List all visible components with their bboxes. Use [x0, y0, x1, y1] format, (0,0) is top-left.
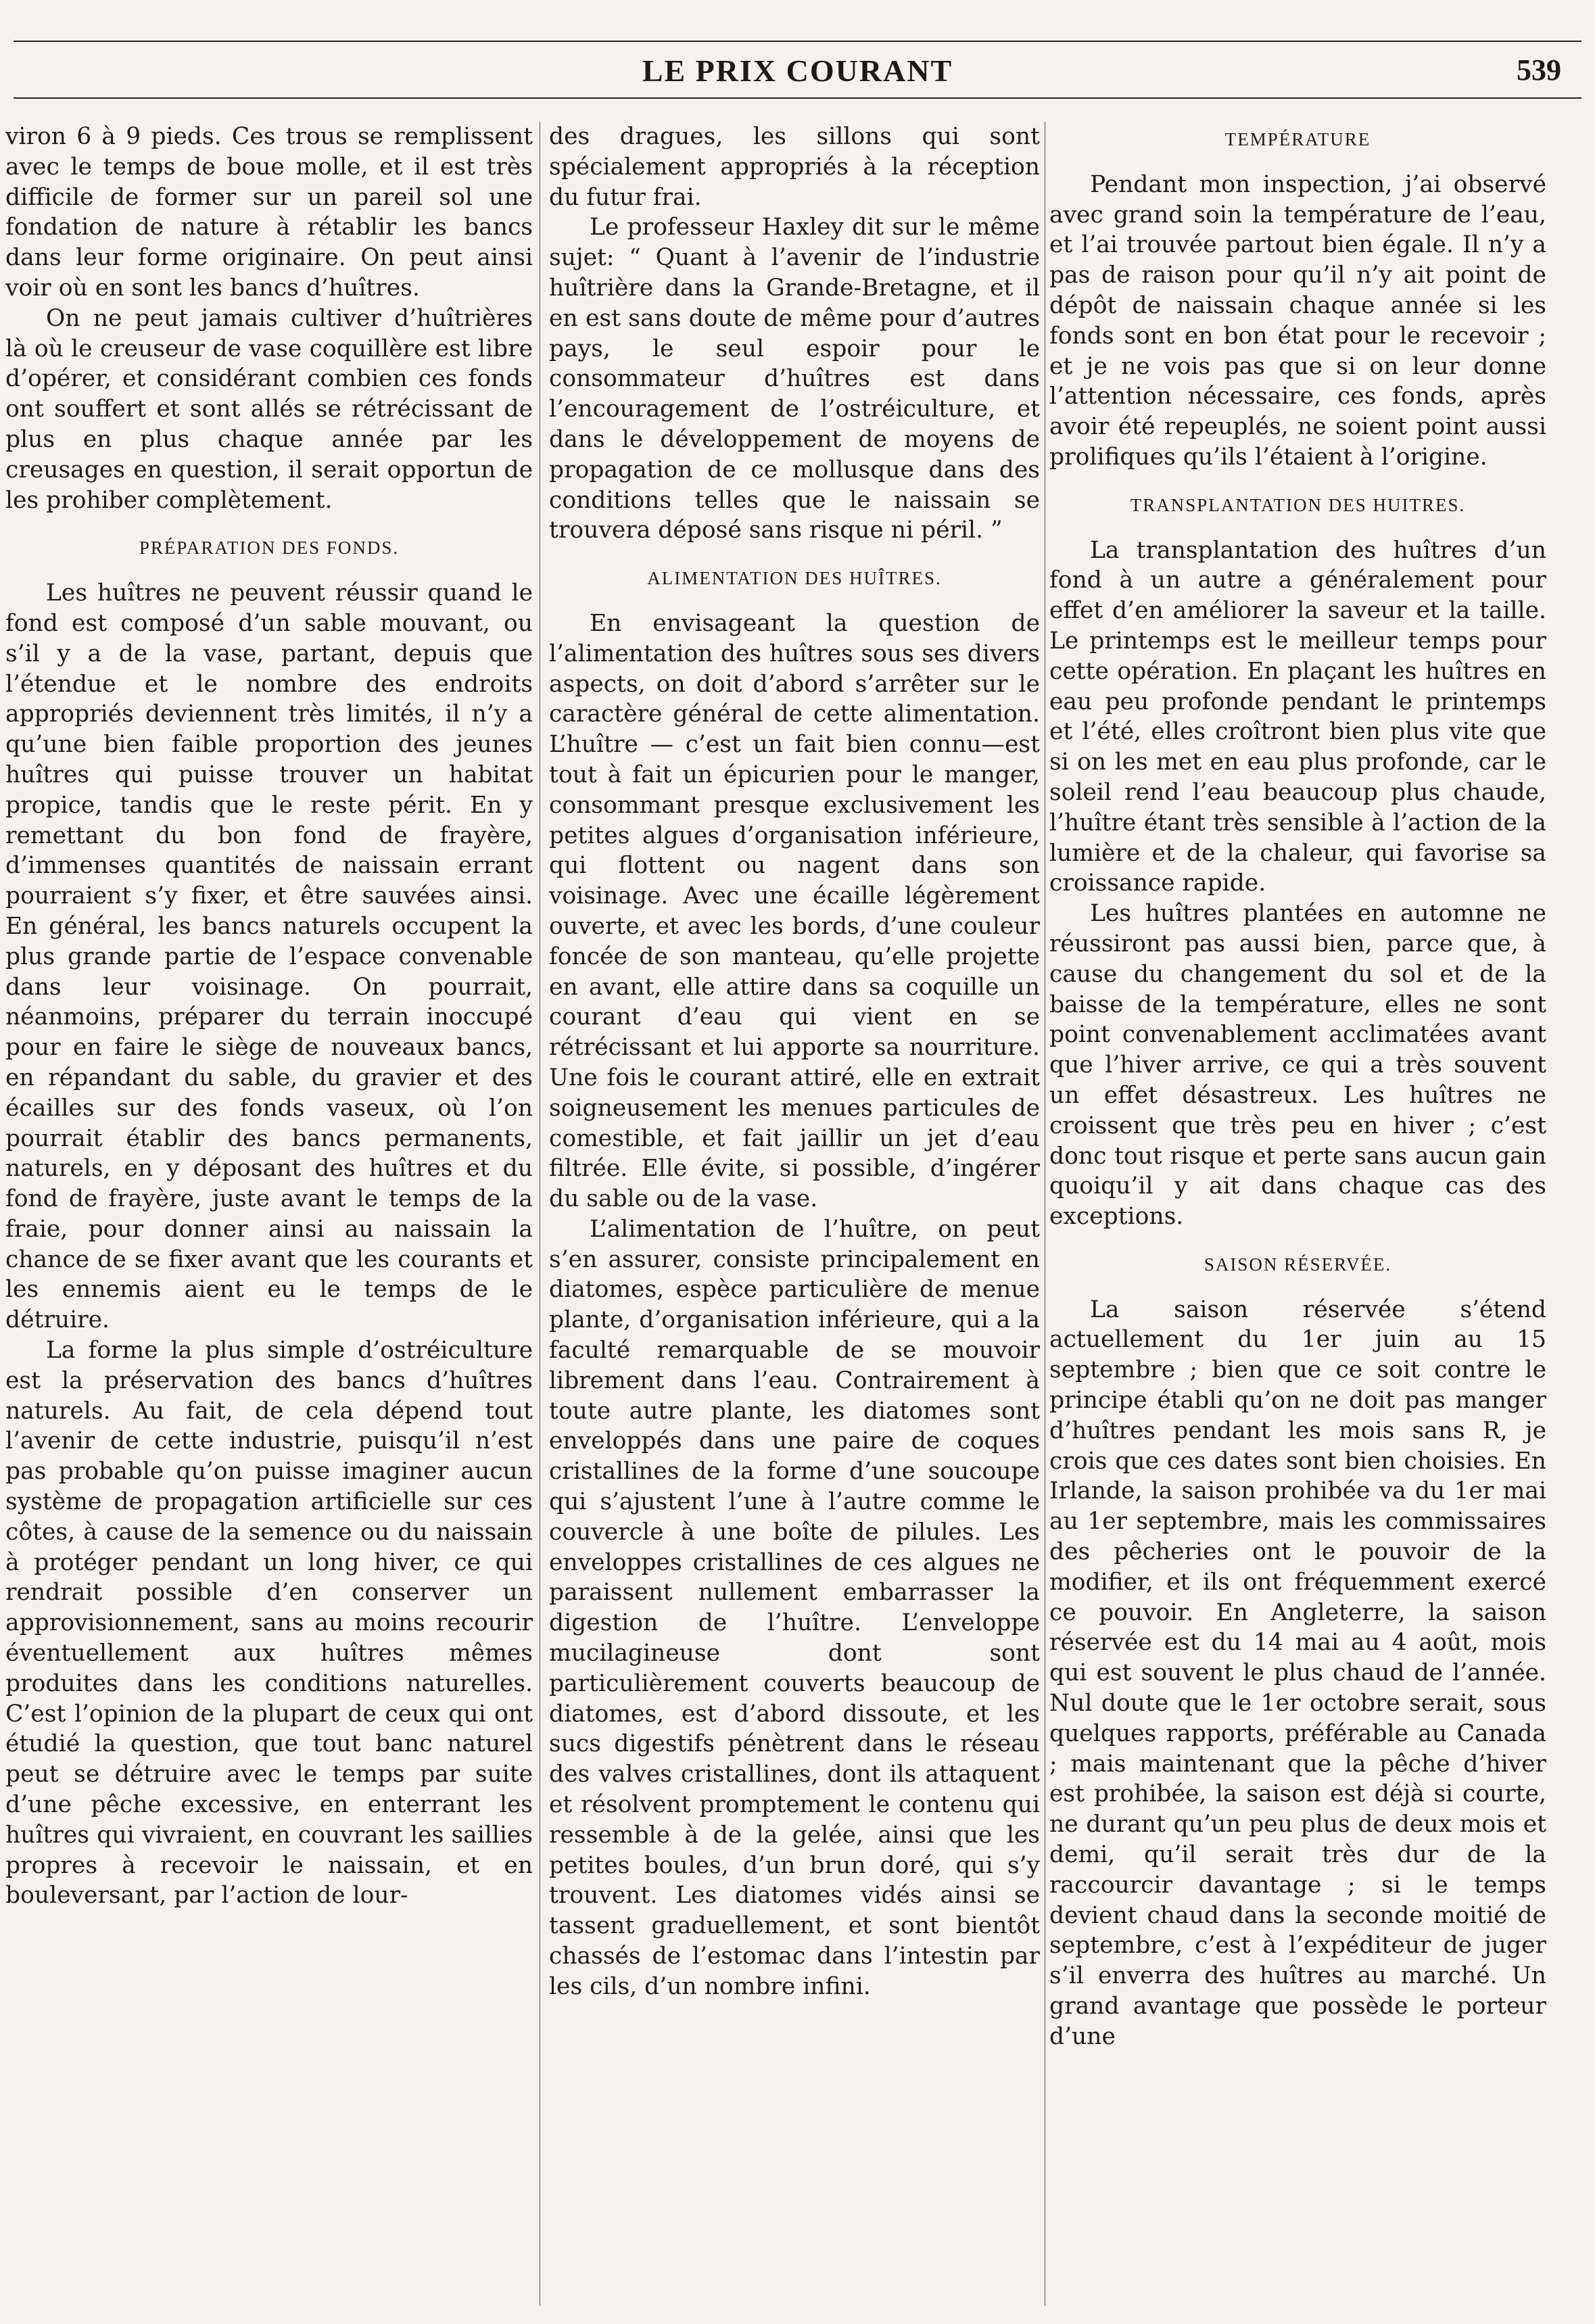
header-bottom-rule [14, 97, 1581, 99]
column-2 [549, 122, 1040, 2306]
header-top-rule [14, 41, 1581, 42]
page-title: LE PRIX COURANT [642, 53, 953, 88]
paragraph: viron 6 à 9 pieds. Ces trous se remplissent avec le temps de boue molle, et il est très difficile de former sur un pareil sol une fondation de nature à rétablir les bancs dans leur forme originaire. On peut ainsi voir où en sont les bancs d’huîtres. [5, 123, 533, 302]
page-header [14, 41, 1581, 101]
paragraph: Pendant mon inspection, j’ai observé avec grand soin la température de l’eau, et l’ai trouvée partout bien égale. Il n’y a pas de raison pour qu’il n’y ait point de dépôt de naissain chaque année si les fonds sont en bon état pour le recevoir ; et je ne vois pas que si on leur donne l’attention nécessaire, ces fonds, après avoir été repeuplés, ne soient point aussi prolifiques qu’ils l’étaient à l’origine. [1049, 170, 1546, 471]
paragraph: La forme la plus simple d’ostréiculture est la préservation des bancs d’huîtres naturels. Au fait, de cela dépend tout l’avenir de cette industrie, puisqu’il n’est pas probable qu’on puisse imaginer aucun système de propagation artificielle sur ces côtes, à cause de la semence ou du naissain à protéger pendant un long hiver, ce qui rendrait possible d’en conserver un approvisionnement, sans au moins recourir éventuellement aux huîtres mêmes produites dans les conditions naturelles. C’est l’opinion de la plupart de ceux qui ont étudié la question, que tout banc naturel peut se détruire avec le temps par suite d’une pêche excessive, en enterrant les huîtres qui vivraient, en couvrant les saillies propres à recevoir le naissain, et en bouleversant, par l’action de lour- [5, 1337, 533, 1910]
paragraph: des dragues, les sillons qui sont spécialement appropriés à la réception du futur frai. [549, 123, 1040, 211]
paragraph: Le professeur Haxley dit sur le même sujet: “ Quant à l’avenir de l’industrie huîtrière dans la Grande-Bretagne, et il en est sans doute de même pour d’autres pays, le seul espoir pour le consommateur d’huîtres est dans l’encouragement de l’ostréiculture, et dans le développement de moyens de propagation de ce mollusque dans des conditions telles que le naissain se trouvera déposé sans risque ni péril. ” [549, 214, 1040, 544]
column-3 [1049, 122, 1546, 2306]
page-number: 539 [1517, 53, 1561, 87]
paragraph: La transplantation des huîtres d’un fond à un autre a généralement pour effet d’en améliorer la saveur et la taille. Le printemps est le meilleur temps pour cette opération. En plaçant les huîtres en eau peu profonde pendant le printemps et l’été, elles croîtront bien plus vite que si on les met en eau plus profonde, car le soleil rend l’eau beaucoup plus chaude, l’huître étant très sensible à l’action de la lumière et de la chaleur, qui favorise sa croissance rapide. [1049, 536, 1546, 897]
section-heading: PRÉPARATION DES FONDS. [139, 538, 400, 559]
paragraph: La saison réservée s’étend actuellement du 1er juin au 15 septembre ; bien que ce soit contre le principe établi qu’on ne doit pas manger d’huîtres pendant les mois sans R, je crois que ces dates sont bien choisies. En Irlande, la saison prohibée va du 1er mai au 1er septembre, mais les commissaires des pêcheries ont le pouvoir de la modifier, et ils ont fréquemment exercé ce pouvoir. En Angleterre, la saison réservée est du 14 mai au 4 août, mois qui est souvent le plus chaud de l’année. Nul doute que le 1er octobre serait, sous quelques rapports, préférable au Canada ; mais maintenant que la pêche d’hiver est prohibée, la saison est déjà si courte, ne durant qu’un peu plus de deux mois et demi, qu’il serait très dur de la raccourcir davantage ; si le temps devient chaud dans la seconde moitié de septembre, c’est à l’expéditeur de juger s’il enverra des huîtres au marché. Un grand avantage que possède le porteur d’une [1049, 1296, 1546, 2050]
paragraph: Les huîtres plantées en automne ne réussiront pas aussi bien, parce que, à cause du changement du sol et de la baisse de la température, elles ne sont point convenablement acclimatées avant que l’hiver arrive, ce qui a très souvent un effet désastreux. Les huîtres ne croissent que très peu en hiver ; c’est donc tout risque et perte sans aucun gain quoiqu’il y ait dans chaque cas des exceptions. [1049, 900, 1546, 1231]
paragraph: Les huîtres ne peuvent réussir quand le fond est composé d’un sable mouvant, ou s’il y a de la vase, partant, depuis que l’étendue et le nombre des endroits appropriés deviennent très limités, il n’y a qu’une bien faible proportion des jeunes huîtres qui puisse trouver un habitat propice, tandis que le reste périt. En y remettant du bon fond de frayère, d’immenses quantités de naissain errant pourraient s’y fixer, et être sauvées ainsi. En général, les bancs naturels occupent la plus grande partie de l’espace convenable dans leur voisinage. On pourrait, néanmoins, préparer du terrain inoccupé pour en faire le siège de nouveaux bancs, en répandant du sable, du gravier et des écailles sur des fonds vaseux, où l’on pourrait établir des bancs permanents, naturels, en y déposant des huîtres et du fond de frayère, juste avant le temps de la fraie, pour donner ainsi au naissain la chance de se fixer avant que les courants et les ennemis aient eu le temps de le détruire. [5, 579, 533, 1334]
section-heading: SAISON RÉSERVÉE. [1204, 1254, 1392, 1275]
section-heading: ALIMENTATION DES HUÎTRES. [647, 568, 942, 589]
section-heading: TEMPÉRATURE [1224, 129, 1371, 149]
paragraph: On ne peut jamais cultiver d’huîtrières là où le creuseur de vase coquillère est libre d’opérer, et considérant combien ces fonds ont souffert et sont allés se rétrécissant de plus en plus chaque année par les creusages en question, il serait opportun de les prohiber complètement. [5, 304, 533, 514]
paragraph: En envisageant la question de l’alimentation des huîtres sous ses divers aspects, on doit d’abord s’arrêter sur le caractère général de cette alimentation. L’huître — c’est un fait bien connu—est tout à fait un épicurien pour le manger, consommant presque exclusivement les petites algues d’organisation inférieure, qui flottent ou nagent dans son voisinage. Avec une écaille légèrement ouverte, et avec les bords, d’une couleur foncée de son manteau, qu’elle projette en avant, elle attire dans sa coquille un courant d’eau qui vient en se rétrécissant et lui apporte sa nourriture. Une fois le courant attiré, elle en extrait soigneusement les menues particules de comestible, et fait jaillir un jet d’eau filtrée. Elle évite, si possible, d’ingérer du sable ou de la vase. [549, 609, 1040, 1213]
section-heading: TRANSPLANTATION DES HUITRES. [1130, 494, 1466, 515]
column-1 [5, 122, 533, 2306]
paragraph: L’alimentation de l’huître, on peut s’en assurer, consiste principalement en diatomes, espèce particulière de menue plante, d’organisation inférieure, qui a la faculté remarquable de se mouvoir librement dans l’eau. Contrairement à toute autre plante, les diatomes sont enveloppés dans une paire de coques cristallines de la forme d’une soucoupe qui s’ajustent l’une à l’autre comme le couvercle à une boîte de pilules. Les enveloppes cristallines de ces algues ne paraissent nullement embarrasser la digestion de l’huître. L’enveloppe mucilagineuse dont sont particulièrement couverts beaucoup de diatomes, est d’abord dissoute, et les sucs digestifs pénètrent dans le réseau des valves cristallines, dont ils attaquent et résolvent promptement le contenu qui ressemble à de la gelée, ainsi que les petites boules, d’un brun doré, qui s’y trouvent. Les diatomes vidés ainsi se tassent graduellement, et sont bientôt chassés de l’estomac dans l’intestin par les cils, d’un nombre infini. [549, 1215, 1040, 2000]
